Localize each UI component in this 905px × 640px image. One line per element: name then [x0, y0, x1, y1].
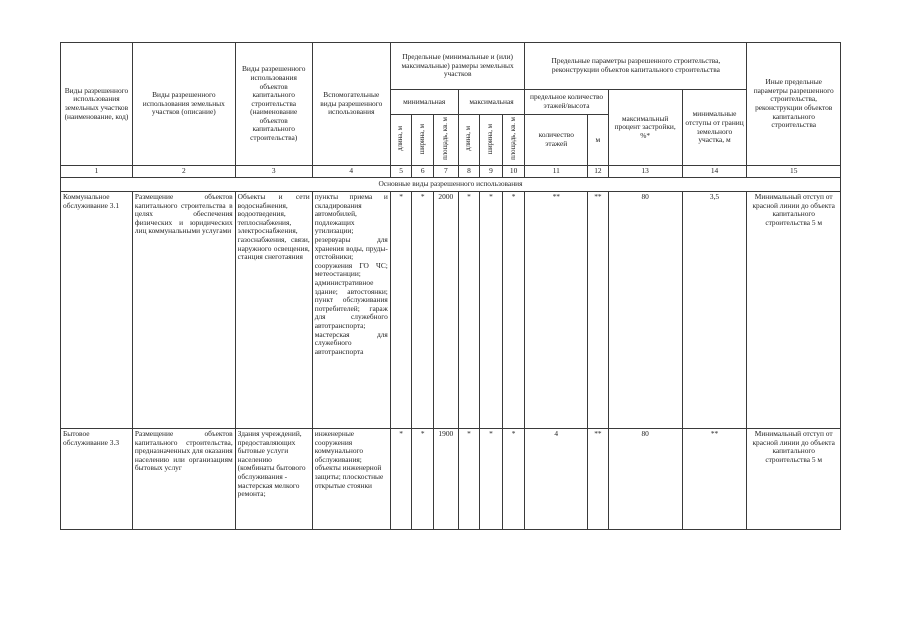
header-other-params: Иные предельные параметры разрешенного строительства, реконструкции объектов капитального строительства — [747, 43, 841, 166]
cell-max-length: * — [458, 192, 480, 429]
section-row — [61, 178, 841, 192]
header-row-1 — [61, 43, 841, 90]
column-number: 3 — [235, 166, 312, 178]
cell-floors: ** — [525, 192, 588, 429]
column-number: 11 — [525, 166, 588, 178]
column-numbers-row — [61, 166, 841, 178]
cell-construction-use: Объекты и сети водоснабжения, водоотведения, теплоснабжения, электроснабжения, газоснабжения, связи, наружного освещения, станция снеготаяния — [235, 192, 312, 429]
header-max-width: ширина, м — [480, 115, 503, 166]
cell-max-width: * — [480, 192, 503, 429]
column-number: 12 — [588, 166, 609, 178]
cell-min-width: * — [412, 192, 434, 429]
header-min-length: длина, м — [390, 115, 412, 166]
cell-min-setback: ** — [682, 429, 747, 530]
header-construction-use: Виды разрешенного использования объектов капитального строительства (наименование объектов капитального строительства) — [235, 43, 312, 166]
column-number: 5 — [390, 166, 412, 178]
column-number: 8 — [458, 166, 480, 178]
header-land-use-name: Виды разрешенного использования земельных участков (наименование, код) — [61, 43, 133, 166]
cell-floors: 4 — [525, 429, 588, 530]
cell-height: ** — [588, 192, 609, 429]
cell-max-percent: 80 — [608, 429, 682, 530]
column-number: 10 — [502, 166, 525, 178]
header-max-percent: максимальный процент застройки, %* — [608, 90, 682, 166]
table-row — [61, 429, 841, 530]
cell-auxiliary-use: инженерные сооружения коммунального обслуживания; объекты инженерной защиты; плоскостные открытые стоянки — [312, 429, 390, 530]
column-number: 13 — [608, 166, 682, 178]
header-plot-sizes: Предельные (минимальные и (или) максимальные) размеры земельных участков — [390, 43, 525, 90]
cell-min-area: 2000 — [433, 192, 458, 429]
header-auxiliary-use: Вспомогательные виды разрешенного использования — [312, 43, 390, 166]
header-max-length: длина, м — [458, 115, 480, 166]
column-number: 14 — [682, 166, 747, 178]
cell-max-area: * — [502, 192, 525, 429]
header-min-width: ширина, м — [412, 115, 434, 166]
column-number: 2 — [132, 166, 235, 178]
cell-other-params: Минимальный отступ от красной линии до объекта капитального строительства 5 м — [747, 429, 841, 530]
header-max: максимальная — [458, 90, 525, 115]
column-number: 6 — [412, 166, 434, 178]
cell-land-use-description: Размещение объектов капитального строительства, предназначенных для оказания населению или организациям бытовых услуг — [132, 429, 235, 530]
cell-auxiliary-use: пункты приема и складирования автомобилей, подлежащих утилизации; резервуары для хранения воды, пруды-отстойники; сооружения ГО ЧС; метеостанции; административное здание; автостоянки; пункт обслуживания потребителей; гараж для служебного автотранспорта; мастерская для служебного автотранспорта — [312, 192, 390, 429]
cell-max-length: * — [458, 429, 480, 530]
column-number: 9 — [480, 166, 503, 178]
cell-min-area: 1900 — [433, 429, 458, 530]
column-number: 1 — [61, 166, 133, 178]
cell-construction-use: Здания учреждений, предоставляющих бытовые услуги населению (комбинаты бытового обслуживания - мастерская мелкого ремонта; — [235, 429, 312, 530]
cell-max-width: * — [480, 429, 503, 530]
header-min-area: площадь, кв. м — [433, 115, 458, 166]
header-floors: количество этажей — [525, 115, 588, 166]
cell-land-use-description: Размещение объектов капитального строительства в целях обеспечения физических и юридических лиц коммунальными услугами — [132, 192, 235, 429]
header-construction-params: Предельные параметры разрешенного строительства, реконструкции объектов капитального строительства — [525, 43, 747, 90]
cell-other-params: Минимальный отступ от красной линии до объекта капитального строительства 5 м — [747, 192, 841, 429]
header-min-setback: минимальные отступы от границ земельного участка, м — [682, 90, 747, 166]
cell-land-use-name: Бытовое обслуживание 3.3 — [61, 429, 133, 530]
cell-max-percent: 80 — [608, 192, 682, 429]
cell-min-setback: 3,5 — [682, 192, 747, 429]
header-max-area: площадь, кв. м — [502, 115, 525, 166]
header-min: минимальная — [390, 90, 458, 115]
section-title: Основные виды разрешенного использования — [61, 178, 841, 192]
header-floors-height: предельное количество этажей/высота — [525, 90, 608, 115]
cell-min-width: * — [412, 429, 434, 530]
cell-height: ** — [588, 429, 609, 530]
header-height-m: м — [588, 115, 609, 166]
cell-land-use-name: Коммунальное обслуживание 3.1 — [61, 192, 133, 429]
header-land-use-description: Виды разрешенного использования земельных участков (описание) — [132, 43, 235, 166]
column-number: 15 — [747, 166, 841, 178]
cell-max-area: * — [502, 429, 525, 530]
column-number: 4 — [312, 166, 390, 178]
table-row — [61, 192, 841, 429]
cell-min-length: * — [390, 192, 412, 429]
column-number: 7 — [433, 166, 458, 178]
cell-min-length: * — [390, 429, 412, 530]
zoning-regulations-table — [60, 42, 841, 530]
